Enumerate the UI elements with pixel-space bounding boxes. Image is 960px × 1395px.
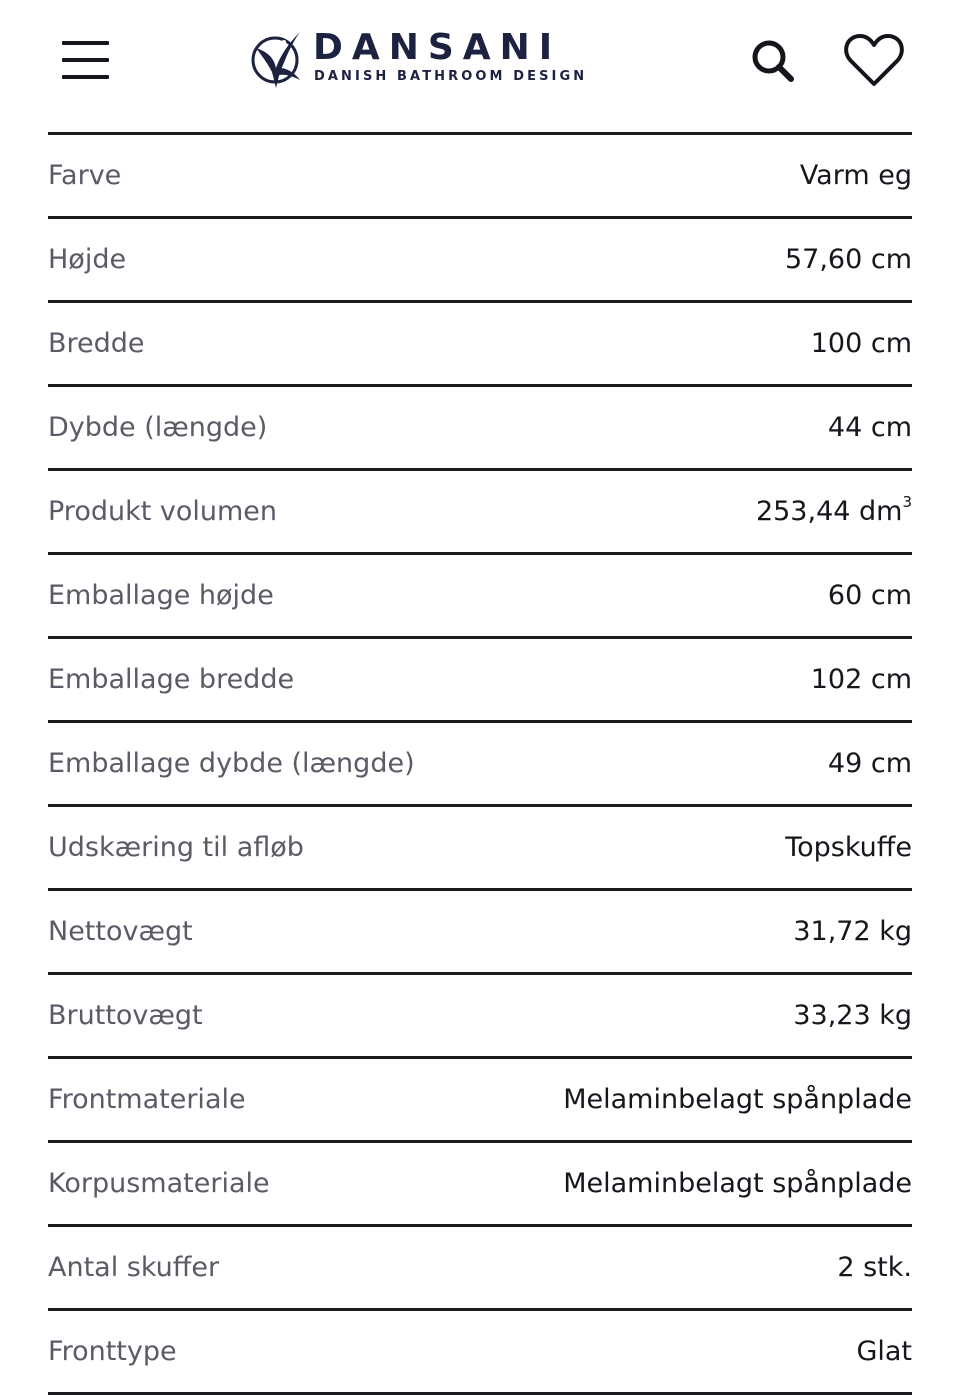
spec-row <box>48 135 912 219</box>
brand-name: DANSANI <box>313 27 562 68</box>
search-icon[interactable] <box>750 38 796 84</box>
brand-logo[interactable] <box>250 26 610 94</box>
heart-icon-glyph <box>843 32 905 88</box>
spec-row <box>48 639 912 723</box>
unit-exponent: 3 <box>902 493 912 511</box>
spec-value-text: Varm eg <box>799 160 912 191</box>
spec-value-text: 44 cm <box>827 412 912 443</box>
product-spec-table <box>48 132 912 1395</box>
spec-value-text: 2 stk. <box>837 1252 912 1283</box>
spec-label: Emballage højde <box>48 580 274 611</box>
search-icon-glyph <box>750 38 796 84</box>
spec-label: Emballage dybde (længde) <box>48 748 415 779</box>
spec-value <box>756 471 912 552</box>
spec-row <box>48 807 912 891</box>
spec-value-text: 253,44 dm <box>755 496 903 527</box>
spec-value <box>828 555 912 636</box>
spec-value-text: Melaminbelagt spånplade <box>563 1084 912 1115</box>
spec-value <box>793 975 912 1056</box>
spec-row <box>48 975 912 1059</box>
spec-value-text: 33,23 kg <box>793 1000 912 1031</box>
spec-row <box>48 387 912 471</box>
spec-row <box>48 303 912 387</box>
brand-tagline: DANISH BATHROOM DESIGN <box>314 69 588 84</box>
spec-value <box>793 891 912 972</box>
spec-label: Korpusmateriale <box>48 1168 270 1199</box>
spec-value <box>837 1227 912 1308</box>
spec-value-text: 49 cm <box>827 748 912 779</box>
spec-value <box>811 639 912 720</box>
spec-value <box>785 807 912 888</box>
spec-label: Fronttype <box>48 1336 177 1367</box>
spec-label: Bredde <box>48 328 145 359</box>
spec-row <box>48 1059 912 1143</box>
spec-row <box>48 1143 912 1227</box>
spec-value-text: 100 cm <box>810 328 912 359</box>
spec-row <box>48 471 912 555</box>
spec-label: Frontmateriale <box>48 1084 246 1115</box>
spec-row <box>48 1227 912 1311</box>
menu-bar-bottom <box>62 75 109 79</box>
spec-value-text: 31,72 kg <box>793 916 912 947</box>
spec-value-text: 60 cm <box>827 580 912 611</box>
menu-bar-top <box>62 41 109 45</box>
spec-label: Produkt volumen <box>48 496 278 527</box>
spec-label: Nettovægt <box>48 916 193 947</box>
spec-label: Dybde (længde) <box>48 412 268 443</box>
spec-label: Farve <box>48 160 122 191</box>
menu-bar-middle <box>62 58 109 62</box>
spec-value-text: Glat <box>856 1336 912 1367</box>
spec-row <box>48 1311 912 1395</box>
spec-row <box>48 723 912 807</box>
site-header <box>0 0 960 120</box>
spec-value <box>828 387 912 468</box>
spec-label: Antal skuffer <box>48 1252 220 1283</box>
spec-value-text: Topskuffe <box>785 832 912 863</box>
spec-value <box>828 723 912 804</box>
spec-value <box>800 135 912 216</box>
spec-label: Udskæring til afløb <box>48 832 304 863</box>
spec-label: Højde <box>48 244 127 275</box>
hamburger-menu-icon[interactable] <box>60 38 112 82</box>
spec-label: Bruttovægt <box>48 1000 203 1031</box>
spec-row <box>48 219 912 303</box>
spec-value-text: Melaminbelagt spånplade <box>563 1168 912 1199</box>
spec-row <box>48 555 912 639</box>
spec-value <box>563 1143 912 1224</box>
spec-label: Emballage bredde <box>48 664 295 695</box>
heart-icon[interactable] <box>843 32 905 88</box>
spec-value <box>811 303 912 384</box>
spec-value <box>785 219 912 300</box>
spec-value-text: 102 cm <box>810 664 912 695</box>
bird-logo-icon <box>250 28 304 92</box>
spec-value <box>856 1311 912 1392</box>
spec-row <box>48 891 912 975</box>
spec-value-text: 57,60 cm <box>784 244 912 275</box>
spec-value <box>563 1059 912 1140</box>
